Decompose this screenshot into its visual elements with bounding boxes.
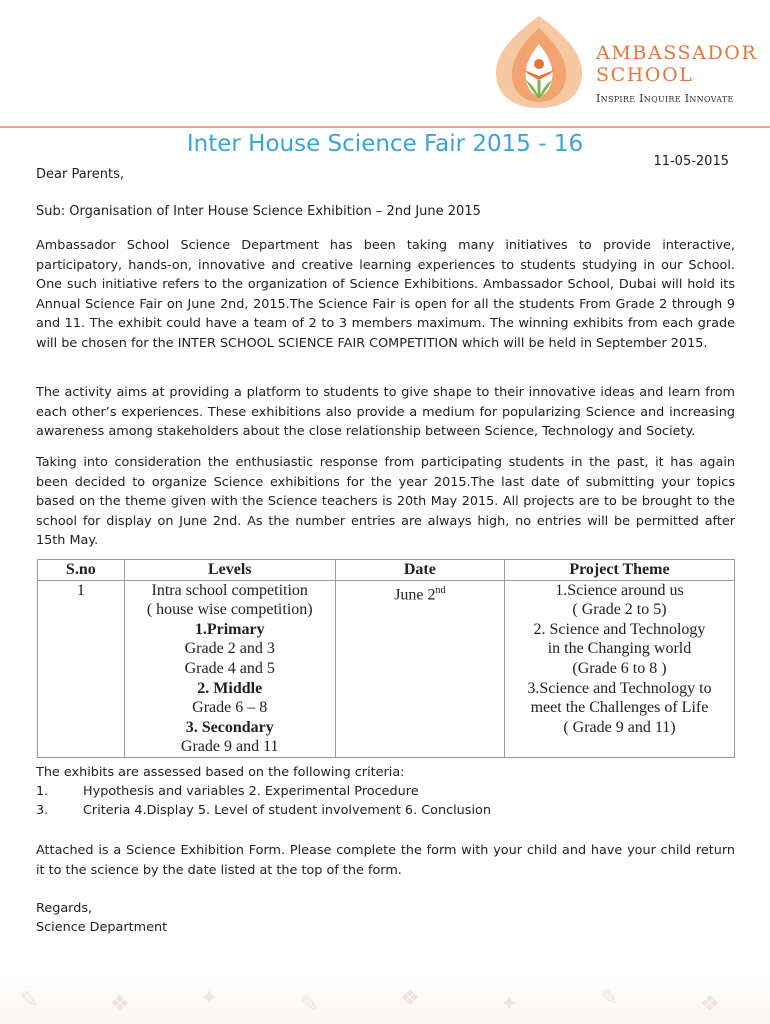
footer-decoration: ✎ — [300, 992, 319, 1017]
criteria-item — [36, 801, 491, 821]
level-line: Grade 2 and 3 — [184, 640, 275, 658]
page-title: Inter House Science Fair 2015 - 16 — [186, 131, 584, 157]
school-logo — [484, 14, 760, 114]
criteria-intro: The exhibits are assessed based on the following criteria: — [36, 765, 405, 780]
paragraph-aims: The activity aims at providing a platform to students to give shape to their innovative ideas and learn from each other’s experiences. These exhibitions also provide a medium for popularizing Science and increasing awareness among stakeholders about the close relationship between Science, Technology and Society. — [36, 385, 735, 440]
date-suffix: nd — [435, 584, 446, 596]
competition-table — [37, 559, 735, 758]
school-name — [596, 42, 757, 86]
footer-decoration: ❖ — [110, 992, 130, 1017]
letter-date: 11-05-2015 — [653, 154, 729, 169]
level-line: Intra school competition — [151, 581, 308, 599]
level-heading-middle: 2. Middle — [197, 679, 263, 697]
criteria-item — [36, 782, 419, 802]
level-line: Grade 6 – 8 — [192, 699, 268, 717]
footer-decoration: ✦ — [500, 992, 519, 1017]
regards: Regards, — [36, 901, 93, 916]
school-tagline: Inspire Inquire Innovate — [596, 92, 734, 105]
cell-sno: 1 — [38, 580, 125, 757]
table-row — [38, 580, 735, 757]
header-date: Date — [335, 560, 504, 581]
level-line: ( house wise competition) — [146, 601, 313, 619]
header-theme: Project Theme — [504, 560, 734, 581]
signature: Science Department — [36, 920, 168, 935]
table-header-row — [38, 560, 735, 581]
theme-line: 3.Science and Technology to — [527, 679, 712, 697]
header-sno: S.no — [38, 560, 125, 581]
cell-date — [335, 580, 504, 757]
theme-line: ( Grade 9 and 11) — [563, 718, 676, 736]
theme-line: (Grade 6 to 8 ) — [572, 659, 667, 677]
level-heading-secondary: 3. Secondary — [185, 718, 274, 736]
footer-decoration: ❖ — [700, 992, 720, 1017]
salutation: Dear Parents, — [36, 167, 124, 182]
level-heading-primary: 1.Primary — [194, 620, 265, 638]
paragraph-deadline: Taking into consideration the enthusiastic response from participating students in the past, it has again been decided to organize Science exhibitions for the year 2015.The last date of submitting your topics based on the theme given with the Science teachers is 20th May 2015. All projects are to be brought to the school for display on June 2nd. As the number entries are always high, no entries will be permitted after 15th May. — [36, 455, 735, 549]
criteria-item-text: Criteria 4.Display 5. Level of student involvement 6. Conclusion — [83, 803, 491, 818]
footer-decoration: ❖ — [400, 986, 420, 1011]
paragraph-intro: Ambassador School Science Department has been taking many initiatives to provide interactive, participatory, hands-on, innovative and creative learning experiences to students studying in our School. One such initiative refers to the organization of Science Exhibitions. Ambassador School, Dubai will hold its Annual Science Fair on June 2nd, 2015.The Science Fair is open for all the students From Grade 2 through 9 and 11. The exhibit could have a team of 2 to 3 members maximum. The winning exhibits from each grade will be chosen for the INTER SCHOOL SCIENCE FAIR COMPETITION which will be held in September 2015. — [36, 238, 735, 351]
theme-line: meet the Challenges of Life — [530, 699, 709, 717]
footer-pattern — [0, 968, 770, 1024]
cell-themes — [504, 580, 734, 757]
criteria-item-text: Hypothesis and variables 2. Experimental Procedure — [83, 784, 419, 799]
footer-decoration: ✎ — [20, 988, 39, 1013]
criteria-section — [36, 763, 491, 818]
school-logo-flame-icon — [484, 14, 594, 110]
footer-decoration: ✦ — [200, 986, 219, 1011]
footer-decoration: ✎ — [600, 986, 619, 1011]
school-name-line2: SCHOOL — [596, 64, 694, 86]
level-line: Grade 4 and 5 — [184, 659, 275, 677]
theme-line: 1.Science around us — [555, 581, 684, 599]
header-divider — [0, 126, 770, 128]
theme-line: in the Changing world — [547, 640, 692, 658]
subject-line: Sub: Organisation of Inter House Science Exhibition – 2nd June 2015 — [36, 204, 481, 219]
header-levels: Levels — [124, 560, 335, 581]
attached-form-note: Attached is a Science Exhibition Form. Please complete the form with your child and have your child return it to the science by the date listed at the top of the form. — [36, 843, 735, 878]
theme-line: 2. Science and Technology — [533, 620, 706, 638]
cell-levels — [124, 580, 335, 757]
date-value: June 2 — [394, 585, 436, 603]
criteria-item-number: 3. — [36, 803, 49, 818]
level-line: Grade 9 and 11 — [180, 738, 279, 756]
criteria-item-number: 1. — [36, 784, 49, 799]
theme-line: ( Grade 2 to 5) — [572, 601, 667, 619]
school-name-line1: AMBASSADOR — [596, 42, 758, 64]
